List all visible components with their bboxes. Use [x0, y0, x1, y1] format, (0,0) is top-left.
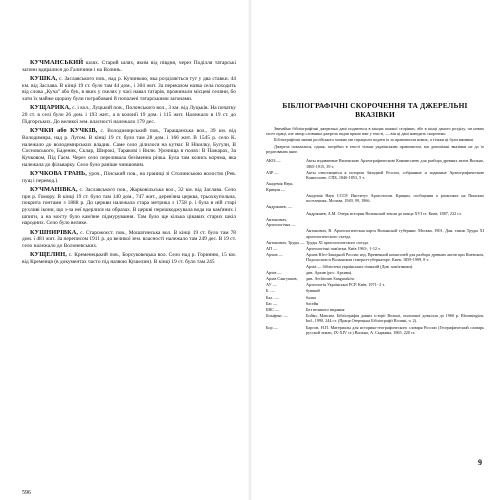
abbreviation-row: [266, 246, 484, 251]
abbreviation-row: [266, 301, 484, 306]
dictionary-entry: [22, 230, 236, 250]
abbreviation-key: Бієнфенс —: [266, 313, 288, 319]
abbreviation-value: Бойко, Максим. Бібліографія давніх історії Волині, охопленої довкілля до 1960 р. Bloomington, Ind., 1990, 244 ст. (Праця Озерецька Бібліографії Волині, ч. 2).: [306, 313, 484, 324]
abbreviation-row: [266, 170, 484, 181]
abbreviation-value: Архів — бібліотека українських гімназій (Див. пам'ятники).: [306, 263, 414, 269]
left-page-text-column: [22, 60, 236, 268]
abbreviation-row: [266, 264, 484, 269]
entry-headword: КУШНИРІВКА,: [30, 228, 79, 236]
abbreviation-row: [266, 325, 484, 336]
abbreviation-key: Архів —: [266, 269, 282, 275]
abbreviation-value: [306, 204, 484, 209]
dictionary-entry: [22, 171, 236, 184]
abbreviation-key: [266, 228, 306, 239]
abbreviation-key: АЗР —: [266, 169, 279, 175]
entry-headword: КУЧКИ або КУЧКІВ,: [30, 127, 98, 135]
abbreviation-value: Андріяшев, А.М. Очерк истории Волынской земли до конца XVI ст. Киев, 1887, 232 ст.: [306, 210, 462, 216]
abbreviation-list: [266, 158, 484, 335]
entry-text: шлях. Старий шлях, яким від півдня, через Поділля татарські загони вдиралися до Галичини і на Волинь.: [22, 60, 236, 73]
abbreviation-key: Бор —: [266, 324, 278, 330]
intro-paragraph: Звичайно бібліографічні джерельні дані подаються в кінцях кожної сторінки, або в кінці даного розділу, чи нових ґасел праці, але автор словника джерела подав прямо вже у тексті, — він ці дані наводить скорочено.: [266, 125, 484, 136]
abbreviation-key: Б. —: [266, 288, 275, 294]
abbreviation-value: Археологічні пам'ятки. Київ 1963-, 1-12 т.: [306, 245, 381, 251]
entry-text: с. Володимирський пов., Таращанська вол., 39 км. від Володимира, над р. Лугом. В кінці 19 ст. було там 28 дом. і 166 жит. В 1545 р. село К. належало до володимирських владик. Саме село ділилося на кутки: В Нікилку, Бугули, В Сосновського, Баденик, Склар, Широкі, Таракові і Вили. Урочища в полях: В Пажарах, За Кучковом, Під Гаєм. Через село переливала безіменна річка. Була там колись корчма, яка належала до фільварку. Село було раніше чиншовим.: [22, 128, 236, 168]
entry-text: с. Заславського пов., Жарковільська вол., 32 км. від Заслава. Село при р. Гомору. В кінці 19 ст. було там 140 дом., 747 жит., дерев'яна церква, трьохкупольна, покрита гонтами з 1888 р. До церкви належала стара метрика з 1758 р. і була в ній старі рухливі ікони, що з-за неї вдерлися на образах. В церкві перешкоджувала вода на кам'яних і шпиги, а на мосту було кам'яне підмурування. Там було ще кілька цікавих старих шкіл народних. Село було велике.: [22, 186, 236, 227]
entry-text: с. Заславського пов., над р. Кучинкою, яка розділяється тут у два ставки. 44 км. від Заслава. В кінці 19 ст. було там 44 дом., і 304 жит. За переказом назва села походить від слова „Куча" або бук, в яких у скелях у часі навал татарів, прожинали місцеві селяни, бо хати їх майже щоразу були пограбовані й попалені татарськими загонами.: [22, 76, 236, 103]
abbreviation-key: Антонович, Археологічна —: [266, 216, 296, 228]
abbreviation-value: Археологія Української РСР. Київ, 1971- 2 т.: [306, 282, 385, 288]
right-page-text-column: [266, 102, 484, 336]
dictionary-entry: [22, 60, 236, 73]
dictionary-entry: [22, 128, 236, 168]
right-page-number: 9: [478, 458, 482, 467]
abbreviation-row: [266, 288, 484, 293]
abbreviation-key: Академія Наук, Крицин —: [266, 181, 294, 192]
abbreviation-key: [266, 211, 306, 216]
abbreviation-key: БВС —: [266, 306, 280, 312]
abbreviation-row: [266, 211, 484, 216]
entry-headword: КУЧМАНІВКА,: [30, 185, 78, 193]
abbreviation-key: Архив —: [266, 252, 283, 258]
entry-headword: КУЩЕЛИН,: [30, 251, 67, 259]
entry-headword: КУШКА,: [30, 75, 58, 82]
abbreviation-key: АП —: [266, 245, 278, 251]
abbreviation-key: АЮЗ —: [266, 158, 281, 164]
dictionary-entry: [22, 187, 236, 227]
abbreviation-key: Андріяшев, —: [266, 204, 292, 210]
abbreviation-row: [266, 307, 484, 312]
entry-text: уроч., Пінський пов., на границі зі Столинською волостю (Рев. пущ і перевод.).: [22, 170, 236, 184]
abbreviation-value: басейн: [306, 300, 319, 306]
entry-text: с. Старожоєст. пов., Мошатинська вол. В кінці 19 ст. було там 78 дом. і 481 жит. За переписом 1911 р. до великої зем. власності належало там 249 дес. В 19 ст. село належало до Волоневських.: [22, 229, 236, 250]
abbreviation-value: див. Archiwum Sanguszków: [306, 275, 355, 281]
dictionary-entry: [22, 76, 236, 103]
abbreviation-row: [266, 276, 484, 281]
abbreviation-value: див. Архив (рос. Архива).: [306, 269, 353, 275]
entry-headword: КУЩАРИКА,: [30, 104, 71, 112]
abbreviation-row: [266, 240, 484, 245]
abbreviation-value: Барсов, Н.П. Материалы для историко-географического словаря России (Географический словарь русской земли, IX-XIV ст.) Вильна, А. Сыркина, 1865, 220 ст.: [306, 324, 484, 335]
abbreviation-row: [266, 270, 484, 275]
abbreviation-row: [266, 204, 484, 209]
intro-paragraph: Бібліографічні значні російського можно ми спрацюли подати їх за правописом нових, а тільки ці були вживані.: [274, 137, 474, 143]
abbreviation-row: [266, 217, 484, 228]
abbreviation-value: Без великого видання: [306, 306, 345, 312]
dictionary-entry: [22, 252, 236, 265]
abbreviation-key: Антонович, Труды —: [266, 239, 305, 245]
abbreviation-value: [306, 181, 484, 192]
abbreviation-row: [266, 181, 484, 192]
entry-headword: КУЧКОВА ГРАНЬ,: [30, 169, 87, 177]
entry-headword: КУЧМАНСЬКИЙ: [30, 59, 84, 66]
abbreviation-value: Труды XI археологического съезда.: [306, 239, 369, 245]
abbreviation-row: [266, 313, 484, 324]
abbreviation-value: Архив Юго-Западной России изд. Временной комиссией для разбора древних актов при Киевском, Подольском и Волынском генерал-губернаторе. Киев, 1859-1999, 8 т.: [306, 252, 484, 263]
left-page-number: 596: [22, 490, 31, 496]
abbreviation-key: Бас —: [266, 300, 278, 306]
dictionary-entry: [22, 105, 236, 125]
abbreviation-key: [266, 193, 306, 204]
intro-paragraph: Джерела показалися, однак, потрібно в тексті тільки українським правописом, ми допоміжні вказівки не до їх редагованих книг.: [266, 143, 484, 155]
section-title: БІБЛІОГРАФІЧНІ СКОРОЧЕННЯ ТА ДЖЕРЕЛЬНІ ВКАЗІВКИ: [282, 101, 468, 119]
abbreviation-value: балка: [306, 294, 316, 300]
intro-paragraphs: [266, 126, 484, 155]
entry-text: с. Кременецький пов., Борсуковецька вол. Село над р. Горинню, 15 км. від Кременця (в документах часто під назвою Кушелин). В кінці 19 ст. було там 245: [22, 252, 236, 266]
abbreviation-row: [266, 282, 484, 287]
abbreviation-value: Антонович, В. Археологическая карта Волынской губернии. Москва, 1901. Дан. також Труды XI археологического съезда.: [306, 228, 484, 239]
abbreviation-key: [266, 264, 306, 269]
abbreviation-value: бувший: [306, 288, 320, 294]
abbreviation-key: Бал. —: [266, 294, 279, 300]
entry-text: с. і кол., Луцький пов., Полонського вол., 3 км. від Луцьків. На початку 20 ст. в селі було 26 дом. і 193 жит., а в колонії 19 дом. і 115 жит. Належало в 19 ст. до Підгорських. До великої зем. власності належало 179 дес.: [22, 105, 236, 125]
abbreviation-row: [266, 295, 484, 300]
abbreviation-row: [266, 252, 484, 263]
abbreviation-row: [266, 158, 484, 169]
right-page: [250, 0, 500, 500]
abbreviation-value: Академія Наук СССР, Институт Археологии. Крицин, сообщения о раскопках на Пинских поселениях. Москва, 1949, 99, 1966.: [306, 192, 484, 204]
abbreviation-row: [266, 228, 484, 239]
abbreviation-value: Акты относящиеся к истории Западной России, собранные и изданные Археографическою Комиссиею. СПБ, 1846-1853, 5 т.: [306, 169, 484, 181]
abbreviation-row: [266, 193, 484, 204]
abbreviation-key: АУ —: [266, 282, 277, 288]
abbreviation-value: [306, 217, 484, 228]
abbreviation-value: Акты издаваемые Виленскою Археографическою Коммиссиею для разбора древних актов Вильно, 1865-1915, 39 т.: [306, 158, 484, 169]
abbreviation-key: Архів Сангушків,: [266, 275, 298, 281]
